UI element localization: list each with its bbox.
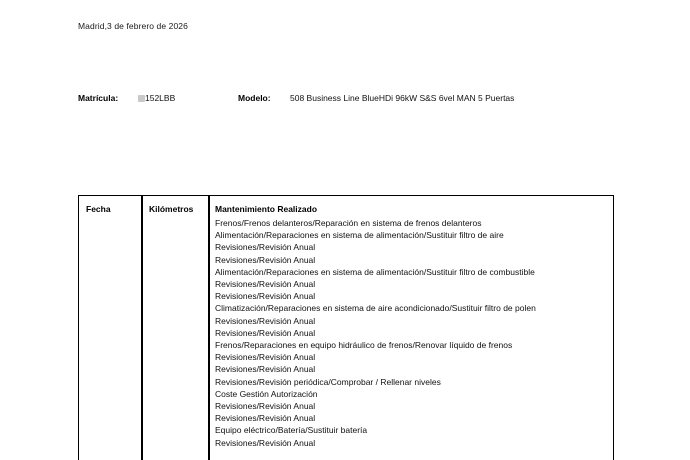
table-row: Alimentación/Reparaciones en sistema de alimentación/Sustituir filtro de aire (215, 230, 504, 241)
table-row: Revisiones/Revisión Anual (215, 352, 316, 363)
matricula-text: 152LBB (145, 93, 176, 103)
table-row: Revisiones/Revisión Anual (215, 327, 316, 338)
table-row: Frenos/Frenos delanteros/Reparación en sistema de frenos delanteros (215, 218, 482, 228)
table-row: Revisiones/Revisión Anual (215, 242, 316, 253)
modelo-value: 508 Business Line BlueHDi 96kW S&S 6vel MAN 5 Puertas (290, 93, 515, 103)
table-header-kilometros: Kilómetros (149, 204, 194, 214)
redaction-block-icon (138, 95, 145, 102)
document-date: Madrid,3 de febrero de 2026 (78, 21, 188, 31)
table-row: Coste Gestión Autorización (215, 388, 318, 399)
modelo-label: Modelo: (238, 93, 271, 103)
matricula-value (138, 93, 175, 103)
table-row: Climatización/Reparaciones en sistema de aire acondicionado/Sustituir filtro de polen (215, 303, 536, 314)
maintenance-rows (215, 217, 607, 449)
table-row: Revisiones/Revisión Anual (215, 291, 316, 302)
table-row: Revisiones/Revisión periódica/Comprobar / Rellenar niveles (215, 376, 441, 387)
table-header-mantenimiento: Mantenimiento Realizado (215, 204, 318, 214)
column-divider-2 (208, 196, 210, 460)
table-row: Revisiones/Revisión Anual (215, 437, 316, 448)
table-row: Revisiones/Revisión Anual (215, 315, 316, 326)
maintenance-table (78, 195, 614, 460)
table-row: Equipo eléctrico/Batería/Sustituir batería (215, 425, 368, 436)
table-row: Revisiones/Revisión Anual (215, 364, 316, 375)
table-row: Revisiones/Revisión Anual (215, 279, 316, 290)
column-divider-1 (141, 196, 143, 460)
table-row: Alimentación/Reparaciones en sistema de alimentación/Sustituir filtro de combustible (215, 266, 535, 277)
table-row: Revisiones/Revisión Anual (215, 254, 316, 265)
table-row: Revisiones/Revisión Anual (215, 413, 316, 424)
table-row: Frenos/Reparaciones en equipo hidráulico de frenos/Renovar líquido de frenos (215, 340, 513, 351)
table-header-fecha: Fecha (86, 204, 111, 214)
matricula-label: Matrícula: (78, 93, 119, 103)
table-row: Revisiones/Revisión Anual (215, 401, 316, 412)
